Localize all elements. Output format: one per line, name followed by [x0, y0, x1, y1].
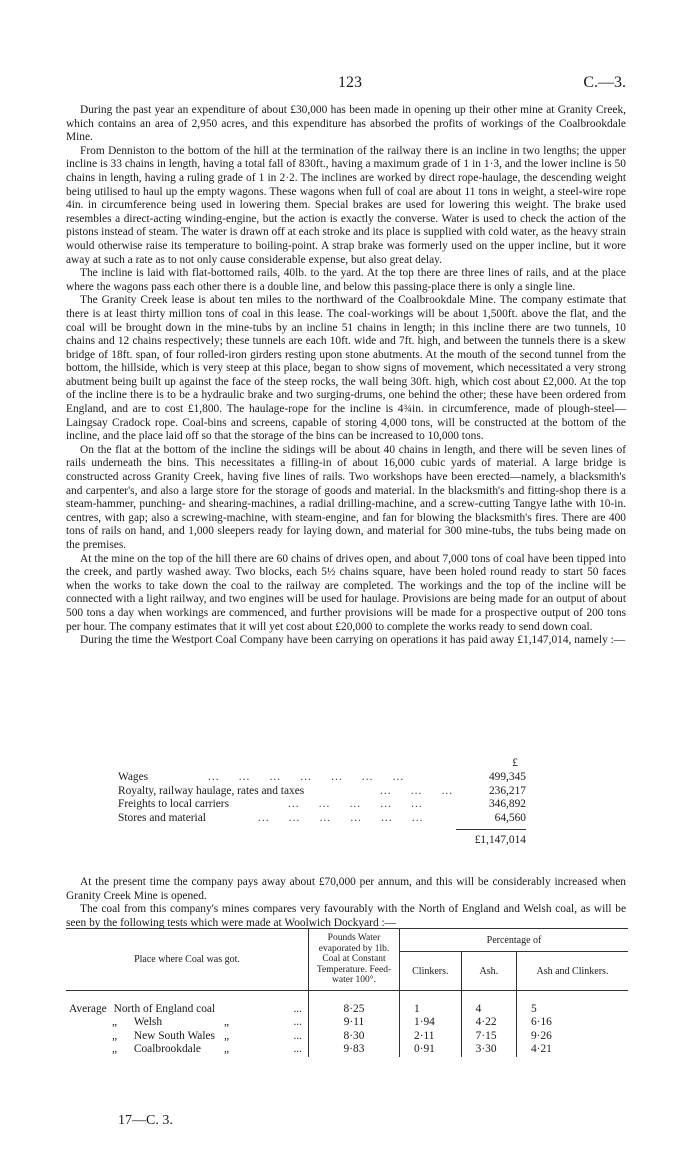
row-ditto: „ — [224, 1029, 230, 1042]
cell-ash-clinkers: 9·26 — [516, 1030, 628, 1044]
paragraph: The coal from this company's mines compares very favourably with the North of England and Welsh coal, as will be seen by the following tests which were made at Woolwich Dockyard :— — [66, 903, 626, 929]
leader-dots: ... — [293, 1016, 302, 1029]
leader-dots: ... ... ... ... ... ... ... — [208, 771, 405, 783]
paragraph: At the mine on the top of the hill there are 60 chains of drives open, and about 7,000 tons of coal have been tipped into the creek, and partly washed away. Two blocks, each 5½ chains square, have been holed round ready to start 50 faces when the works to take down the coal to the railway are completed. The workings and the top of the incline will be connected with a light railway, and two engines will be used for haulage. Provisions are being made for an output of about 500 tons a day when workings are commenced, and further provisions will be made for a prospective output of 200 tons per hour. The company estimates that it will yet cost about £20,000 to complete the works ready to send down coal. — [66, 552, 626, 633]
leader-dots: ... — [293, 1029, 302, 1042]
row-prefix: „ — [111, 1029, 117, 1042]
expenditure-row — [118, 785, 526, 799]
expenditure-label: Stores and material — [118, 811, 206, 824]
row-prefix: „ — [111, 1043, 117, 1056]
expenditure-label: Freights to local carriers — [118, 798, 230, 811]
expenditure-amount: 346,892 — [488, 798, 526, 811]
closing-text — [66, 876, 626, 930]
cell-ash: 4·22 — [461, 1016, 516, 1030]
coal-tests-table — [66, 928, 628, 1057]
row-ditto: „ — [224, 1043, 230, 1056]
cell-ash-clinkers: 5 — [516, 1003, 628, 1017]
cell-pounds: 9·11 — [309, 1016, 400, 1030]
cell-pounds: 9·83 — [309, 1043, 400, 1057]
table-row — [66, 1043, 628, 1057]
page-number: 123 — [338, 74, 362, 91]
cell-ash: 7·15 — [461, 1030, 516, 1044]
cell-clinkers: 1 — [400, 1003, 462, 1017]
header-pounds-water: Pounds Water evaporated by 1lb. Coal at Constant Temperature. Feed-water 100°. — [309, 929, 400, 991]
cell-ash-clinkers: 6·16 — [516, 1016, 628, 1030]
page-header — [66, 74, 626, 94]
paragraph: The Granity Creek lease is about ten miles to the northward of the Coalbrookdale Mine. The company estimate that there is at least thirty million tons of coal in this lease. The coal-workings will be about 1,500ft. above the flat, and the coal will be brought down in the mine-tubs by an incline 51 chains in length; in this incline there are two tunnels, 10 chains and 12 chains respectively; these tunnels are each 10ft. wide and 7ft. high, and between the tunnels there is a skew bridge of 18ft. span, of four rolled-iron girders resting upon stone abutments. At the mouth of the second tunnel from the bottom, the hillside, which is very steep at this place, began to show signs of movement, which necessitated a very strong abutment being built up against the face of the steep rocks, the wall being 30ft. high, which cost about £2,000. At the top of the incline there is to be a hydraulic brake and two surging-drums, one behind the other; these have been ordered from England, and are to cost £1,800. The haulage-rope for the incline is 4¾in. in circumference, made of plough-steel—Laingsay Cradock rope. Coal-bins and screens, capable of storing 4,000 tons, will be constructed at the bottom of the incline, and the place laid off so that the storage of the bins can be increased to 10,000 tons. — [66, 294, 626, 443]
expenditure-list — [118, 757, 526, 849]
row-ditto: „ — [224, 1016, 230, 1029]
row-place: Coalbrookdale — [133, 1043, 201, 1056]
row-place: North of England coal — [113, 1002, 216, 1015]
row-prefix: Average — [69, 1002, 107, 1015]
footer-signature: 17—C. 3. — [118, 1113, 173, 1128]
currency-symbol: £ — [512, 757, 518, 769]
header-percentage: Percentage of — [400, 929, 629, 952]
table-row — [66, 1030, 628, 1044]
sum-rule — [456, 829, 526, 830]
row-place: New South Wales — [133, 1029, 215, 1042]
table-row — [66, 1003, 628, 1017]
paragraph: During the past year an expenditure of about £30,000 has been made in opening up their other mine at Granity Creek, which contains an area of 2,950 acres, and this expenditure has absorbed the profits of workings of the Coalbrookdale Mine. — [66, 104, 626, 144]
expenditure-amount: 236,217 — [488, 784, 526, 797]
expenditure-amount: 64,560 — [494, 811, 526, 824]
expenditure-row — [118, 812, 526, 826]
cell-ash: 4 — [461, 1003, 516, 1017]
header-clinkers: Clinkers. — [400, 952, 462, 991]
cell-clinkers: 0·91 — [400, 1043, 462, 1057]
leader-dots: ... ... ... ... ... ... — [258, 811, 424, 824]
paragraph: At the present time the company pays away about £70,000 per annum, and this will be considerably increased when Granity Creek Mine is opened. — [66, 876, 626, 902]
table-row — [66, 1016, 628, 1030]
paragraph: On the flat at the bottom of the incline the sidings will be about 40 chains in length, and there will be seven lines of rails underneath the bins. This necessitates a filling-in of about 16,000 cubic yards of material. A large bridge is constructed across Granity Creek, having five lines of rails. Two workshops have been erected—namely, a blacksmith's and carpenter's, and also a large store for the storage of goods and material. In the blacksmith's and fitting-shop there is a steam-hammer, punching- and shearing-machines, a radial drilling-machine, and a screw-cutting Tangye lathe with 10-in. centres, with gap; also a screwing-machine, with steam-engine, and fan for blowing the blacksmith's fires. There are 400 tons of rails on hand, and 1,000 sleepers ready for laying down, and material for 300 mine-tubs, the tubs being made on the premises. — [66, 443, 626, 551]
leader-dots: ... — [293, 1002, 302, 1015]
leader-dots: ... ... ... ... ... — [288, 798, 423, 811]
cell-clinkers: 2·11 — [400, 1030, 462, 1044]
cell-clinkers: 1·94 — [400, 1016, 462, 1030]
expenditure-row — [118, 798, 526, 812]
cell-pounds: 8·25 — [309, 1003, 400, 1017]
paragraph: From Denniston to the bottom of the hill at the termination of the railway there is an incline in two lengths; the upper incline is 33 chains in length, having a total fall of 830ft., having a maximum grade of 1 in 1·3, and the lower incline is 50 chains in length, having a ruling grade of 1 in 2·2. The inclines are worked by direct rope-haulage, the descending weight being utilised to haul up the empty wagons. These wagons when full of coal are about 11 tons in weight, a steel-wire rope 4in. in circumference being used in lowering them. Special brakes are used for lowering this weight. The brake used resembles a direct-acting winding-engine, but the action is exactly the converse. Water is used to check the action of the pistons instead of steam. The water is drawn off at each stroke and its place is supplied with cold water, as the heavy strain would otherwise raise its temperature to boiling-point. A strap brake was formerly used on the upper incline, but it wore away at such a rate as to not only cause considerable expense, but also great delay. — [66, 144, 626, 266]
expenditure-total: £1,147,014 — [474, 834, 526, 847]
body-text — [66, 104, 626, 648]
document-reference: C.—3. — [583, 74, 626, 91]
header-ash-clinkers: Ash and Clinkers. — [516, 952, 628, 991]
paragraph: During the time the Westport Coal Company have been carrying on operations it has paid away £1,147,014, namely :— — [80, 634, 626, 647]
expenditure-amount: 499,345 — [488, 771, 526, 783]
cell-ash: 3·30 — [461, 1043, 516, 1057]
expenditure-label: Wages — [118, 771, 149, 783]
cell-ash-clinkers: 4·21 — [516, 1043, 628, 1057]
header-ash: Ash. — [461, 952, 516, 991]
expenditure-row — [118, 771, 526, 785]
leader-dots: ... ... ... — [380, 784, 454, 797]
header-place: Place where Coal was got. — [134, 954, 240, 965]
row-prefix: „ — [111, 1016, 117, 1029]
row-place: Welsh — [133, 1016, 163, 1029]
cell-pounds: 8·30 — [309, 1030, 400, 1044]
expenditure-label: Royalty, railway haulage, rates and taxes — [118, 784, 305, 797]
leader-dots: ... — [293, 1043, 302, 1056]
paragraph: The incline is laid with flat-bottomed rails, 40lb. to the yard. At the top there are three lines of rails, and at the place where the wagons pass each other there is a double line, and below this passing-place there is only a single line. — [66, 267, 626, 293]
